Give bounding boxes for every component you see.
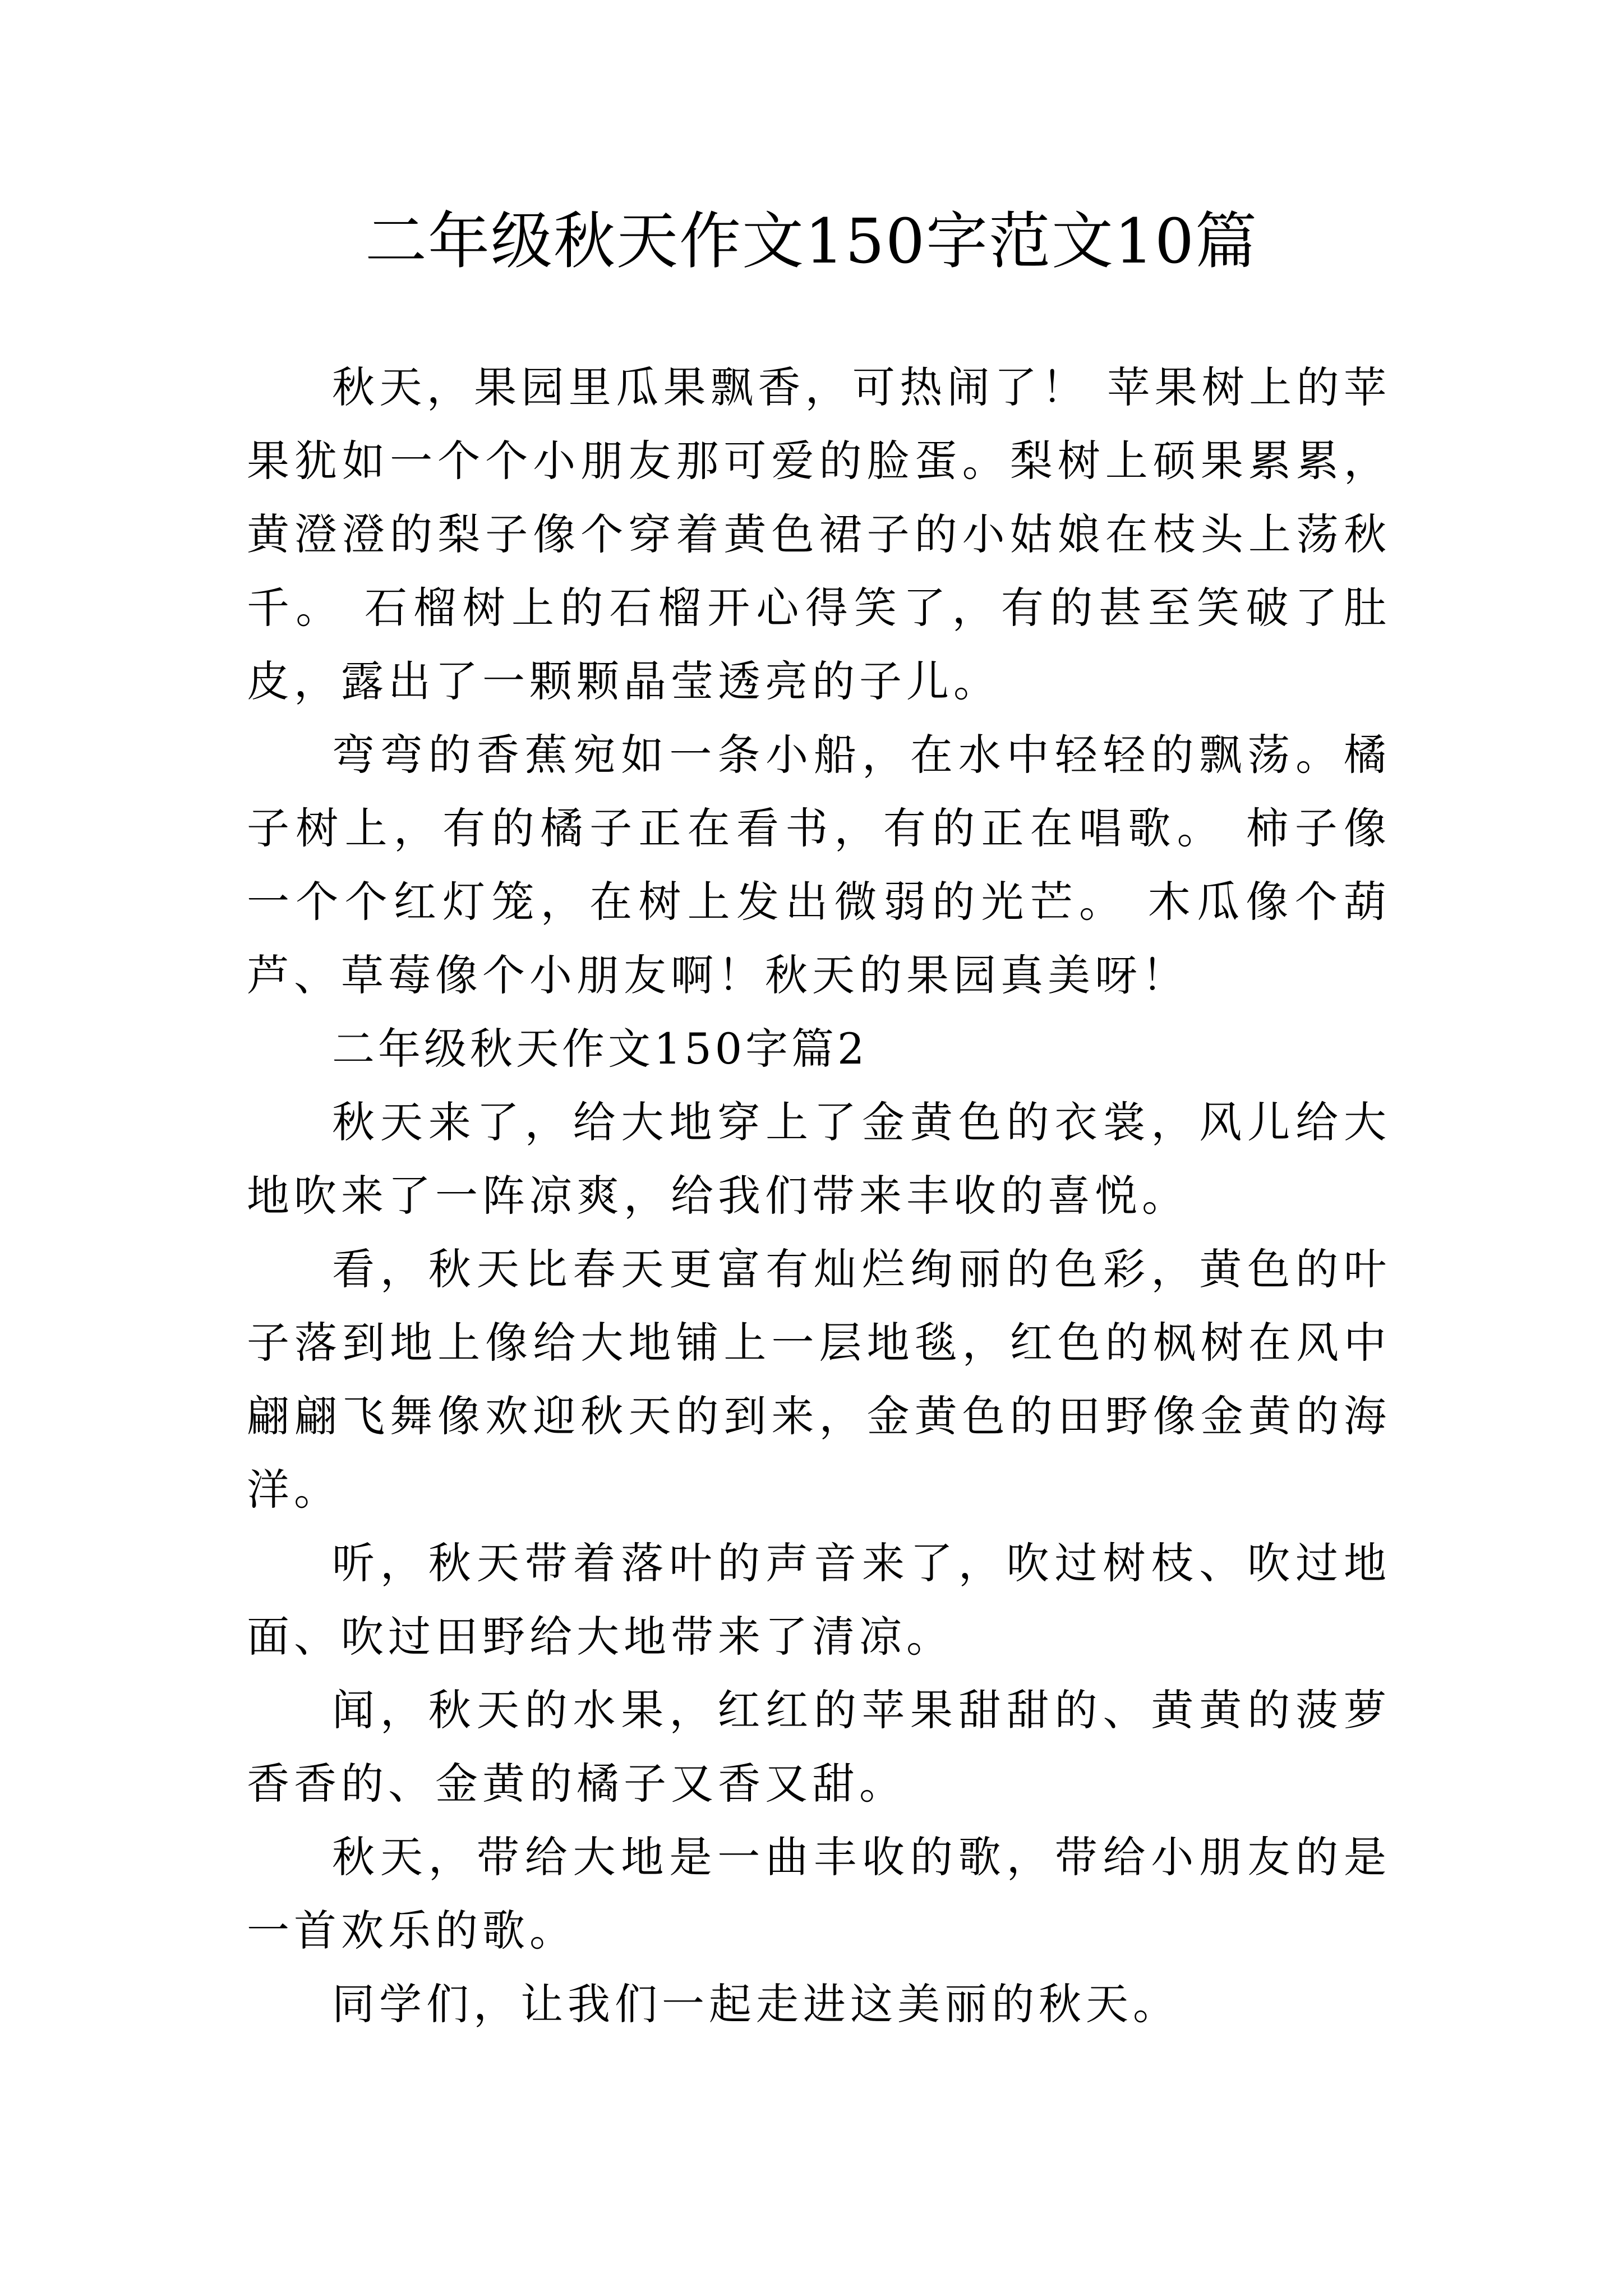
paragraph-7: 秋天，带给大地是一曲丰收的歌，带给小朋友的是一首欢乐的歌。 bbox=[247, 1832, 1391, 1955]
paragraph-3: 秋天来了，给大地穿上了金黄色的衣裳，风儿给大地吹来了一阵凉爽，给我们带来丰收的喜悦。 bbox=[247, 1097, 1391, 1221]
paragraph-6: 闻，秋天的水果，红红的苹果甜甜的、黄黄的菠萝香香的、金黄的橘子又香又甜。 bbox=[247, 1685, 1391, 1809]
paragraph-2: 弯弯的香蕉宛如一条小船，在水中轻轻的飘荡。橘子树上，有的橘子正在看书，有的正在唱歌。 柿子像一个个红灯笼，在树上发出微弱的光芒。 木瓜像个葫芦、草莓像个小朋友啊！秋天的果园真美呀！ bbox=[247, 730, 1391, 1000]
paragraph-5: 听，秋天带着落叶的声音来了，吹过树枝、吹过地面、吹过田野给大地带来了清凉。 bbox=[247, 1538, 1391, 1662]
paragraph-1: 秋天，果园里瓜果飘香，可热闹了！ 苹果树上的苹果犹如一个个小朋友那可爱的脸蛋。梨树上硕果累累，黄澄澄的梨子像个穿着黄色裙子的小姑娘在枝头上荡秋千。 石榴树上的石榴开心得笑了，有的甚至笑破了肚皮，露出了一颗颗晶莹透亮的子儿。 bbox=[247, 362, 1391, 706]
document-body bbox=[247, 351, 1391, 2041]
paragraph-8: 同学们，让我们一起走进这美丽的秋天。 bbox=[332, 1979, 1180, 2029]
section-heading: 二年级秋天作文150字篇2 bbox=[332, 1024, 868, 1074]
paragraph-4: 看，秋天比春天更富有灿烂绚丽的色彩，黄色的叶子落到地上像给大地铺上一层地毯，红色的枫树在风中翩翩飞舞像欢迎秋天的到来，金黄色的田野像金黄的海洋。 bbox=[247, 1244, 1391, 1515]
document-title: 二年级秋天作文150字范文10篇 bbox=[365, 205, 1258, 277]
